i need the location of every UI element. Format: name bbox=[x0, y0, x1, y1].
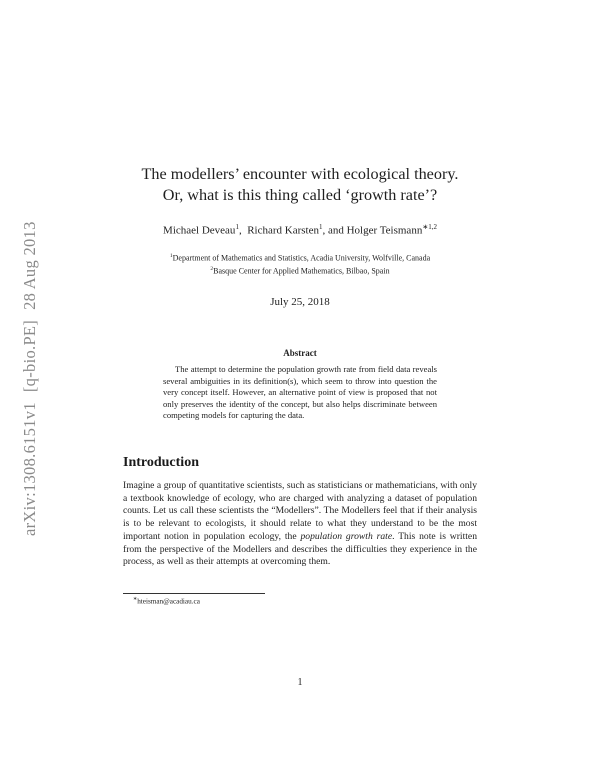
author-1: Michael Deveau bbox=[163, 224, 236, 237]
arxiv-category: [q-bio.PE] bbox=[20, 319, 39, 393]
author-2-affil: 1 bbox=[318, 223, 323, 231]
author-3-affil: ∗1,2 bbox=[422, 223, 437, 231]
page-number: 1 bbox=[297, 677, 303, 688]
affiliation-1 bbox=[100, 251, 500, 264]
footnote-divider bbox=[123, 593, 265, 594]
author-3: Holger Teismann bbox=[346, 224, 423, 237]
footnote bbox=[133, 596, 200, 605]
author-list: Michael Deveau$^1$, Richard Karsten$^1$, and Holger Teismann$^{∗1,2}$ bbox=[163, 223, 437, 237]
affiliation-2-number: 2 bbox=[210, 265, 214, 272]
affiliation-1-text: Department of Mathematics and Statistics, Acadia University, Wolfville, Canada bbox=[172, 253, 431, 263]
author-conjunction: , and bbox=[322, 224, 344, 237]
intro-emphasis: population growth rate bbox=[300, 530, 393, 542]
affiliation-2-text: Basque Center for Applied Mathematics, Bilbao, Spain bbox=[213, 266, 390, 276]
title-line-2: Or, what is this thing called ‘growth rate’? bbox=[162, 186, 438, 204]
affiliation-2 bbox=[100, 264, 500, 277]
title-line-1: The modellers’ encounter with ecological theory. bbox=[141, 165, 459, 183]
intro-text-end: . This note is written from the perspective of the Modellers and describes the difficulties they experience in the process, as well as their attempts at overcoming them. bbox=[123, 530, 477, 568]
intro-text-start: Imagine a group of quantitative scientists, such as statisticians or mathematicians, with only a textbook knowledge of ecology, who are charged with analyzing a dataset of population counts. Let us call these scientists the “Modellers”. The Modellers feel that if their analysis is to be relevant to ecologists, it should relate to what they understand to be the most important notion in population ecology, the bbox=[123, 480, 477, 542]
author-1-affil: 1 bbox=[235, 223, 239, 231]
arxiv-id: arXiv:1308.6151v1 bbox=[20, 402, 39, 536]
abstract-heading: Abstract bbox=[283, 348, 317, 358]
abstract-text: The attempt to determine the population growth rate from field data reveals several ambiguities in its definition(s), which seem to throw into question the very concept itself. However, an alternative point of view is proposed that not only preserves the identity of the concept, but also helps discriminate between competing models for capturing the data. bbox=[163, 364, 437, 420]
footnote-email[interactable]: hteisman@acadiau.ca bbox=[137, 597, 200, 606]
paper-date: July 25, 2018 bbox=[270, 296, 330, 308]
introduction-paragraph bbox=[123, 480, 477, 569]
author-2: Richard Karsten bbox=[247, 224, 319, 237]
arxiv-date: 28 Aug 2013 bbox=[20, 221, 39, 310]
arxiv-stamp bbox=[20, 176, 40, 536]
footnote-marker: ∗ bbox=[133, 597, 138, 602]
introduction-heading: Introduction bbox=[123, 455, 199, 470]
affiliation-1-number: 1 bbox=[169, 253, 173, 259]
affiliations bbox=[100, 251, 500, 276]
paper-title bbox=[100, 164, 500, 206]
